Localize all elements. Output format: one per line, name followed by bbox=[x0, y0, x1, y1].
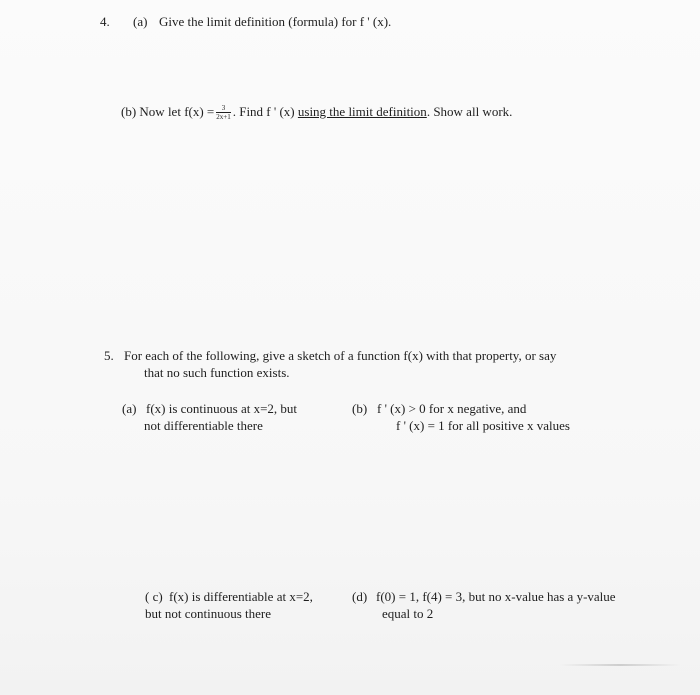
question-5a-line-1: f(x) is continuous at x=2, but bbox=[146, 401, 298, 416]
question-5-intro-line-1: For each of the following, give a sketch of a function f(x) with that property, or say bbox=[124, 348, 557, 363]
question-5d-label: (d) bbox=[352, 589, 368, 604]
question-5d-line-2: equal to 2 bbox=[382, 606, 434, 621]
question-5d-line-1: f(0) = 1, f(4) = 3, but no x-value has a y-value bbox=[376, 589, 616, 604]
fraction-numerator: 3 bbox=[216, 104, 230, 113]
question-5c-line-2: but not continuous there bbox=[145, 606, 272, 621]
question-4b-line bbox=[121, 104, 512, 122]
fraction-3-over-2x-plus-1 bbox=[216, 104, 230, 121]
fraction-denominator: 2x+1 bbox=[216, 112, 231, 121]
question-5b-line-2: f ' (x) = 1 for all positive x values bbox=[396, 418, 570, 433]
question-4b-text-middle: . Find f ' (x) bbox=[232, 104, 298, 119]
question-5b-label: (b) bbox=[352, 401, 368, 416]
question-4b-text-start: Now let f(x) = bbox=[139, 104, 215, 119]
scan-smudge-mark bbox=[560, 664, 680, 666]
question-5c-line-1: f(x) is differentiable at x=2, bbox=[169, 589, 313, 604]
underlined-limit-definition: using the limit definition bbox=[297, 104, 427, 119]
question-5c-label: ( c) bbox=[145, 589, 163, 604]
question-4-number: 4. bbox=[100, 14, 110, 29]
question-5a-line-2: not differentiable there bbox=[144, 418, 263, 433]
question-4b-label: (b) bbox=[121, 104, 137, 119]
question-4b-text-end: . Show all work. bbox=[426, 104, 513, 119]
question-5b-line-1: f ' (x) > 0 for x negative, and bbox=[377, 401, 527, 416]
question-5a-label: (a) bbox=[122, 401, 137, 416]
question-5-intro-line-2: that no such function exists. bbox=[144, 365, 290, 380]
question-5-number: 5. bbox=[104, 348, 114, 363]
question-4a-label: (a) bbox=[133, 14, 148, 29]
question-4a-text: Give the limit definition (formula) for f ' (x). bbox=[159, 14, 392, 29]
